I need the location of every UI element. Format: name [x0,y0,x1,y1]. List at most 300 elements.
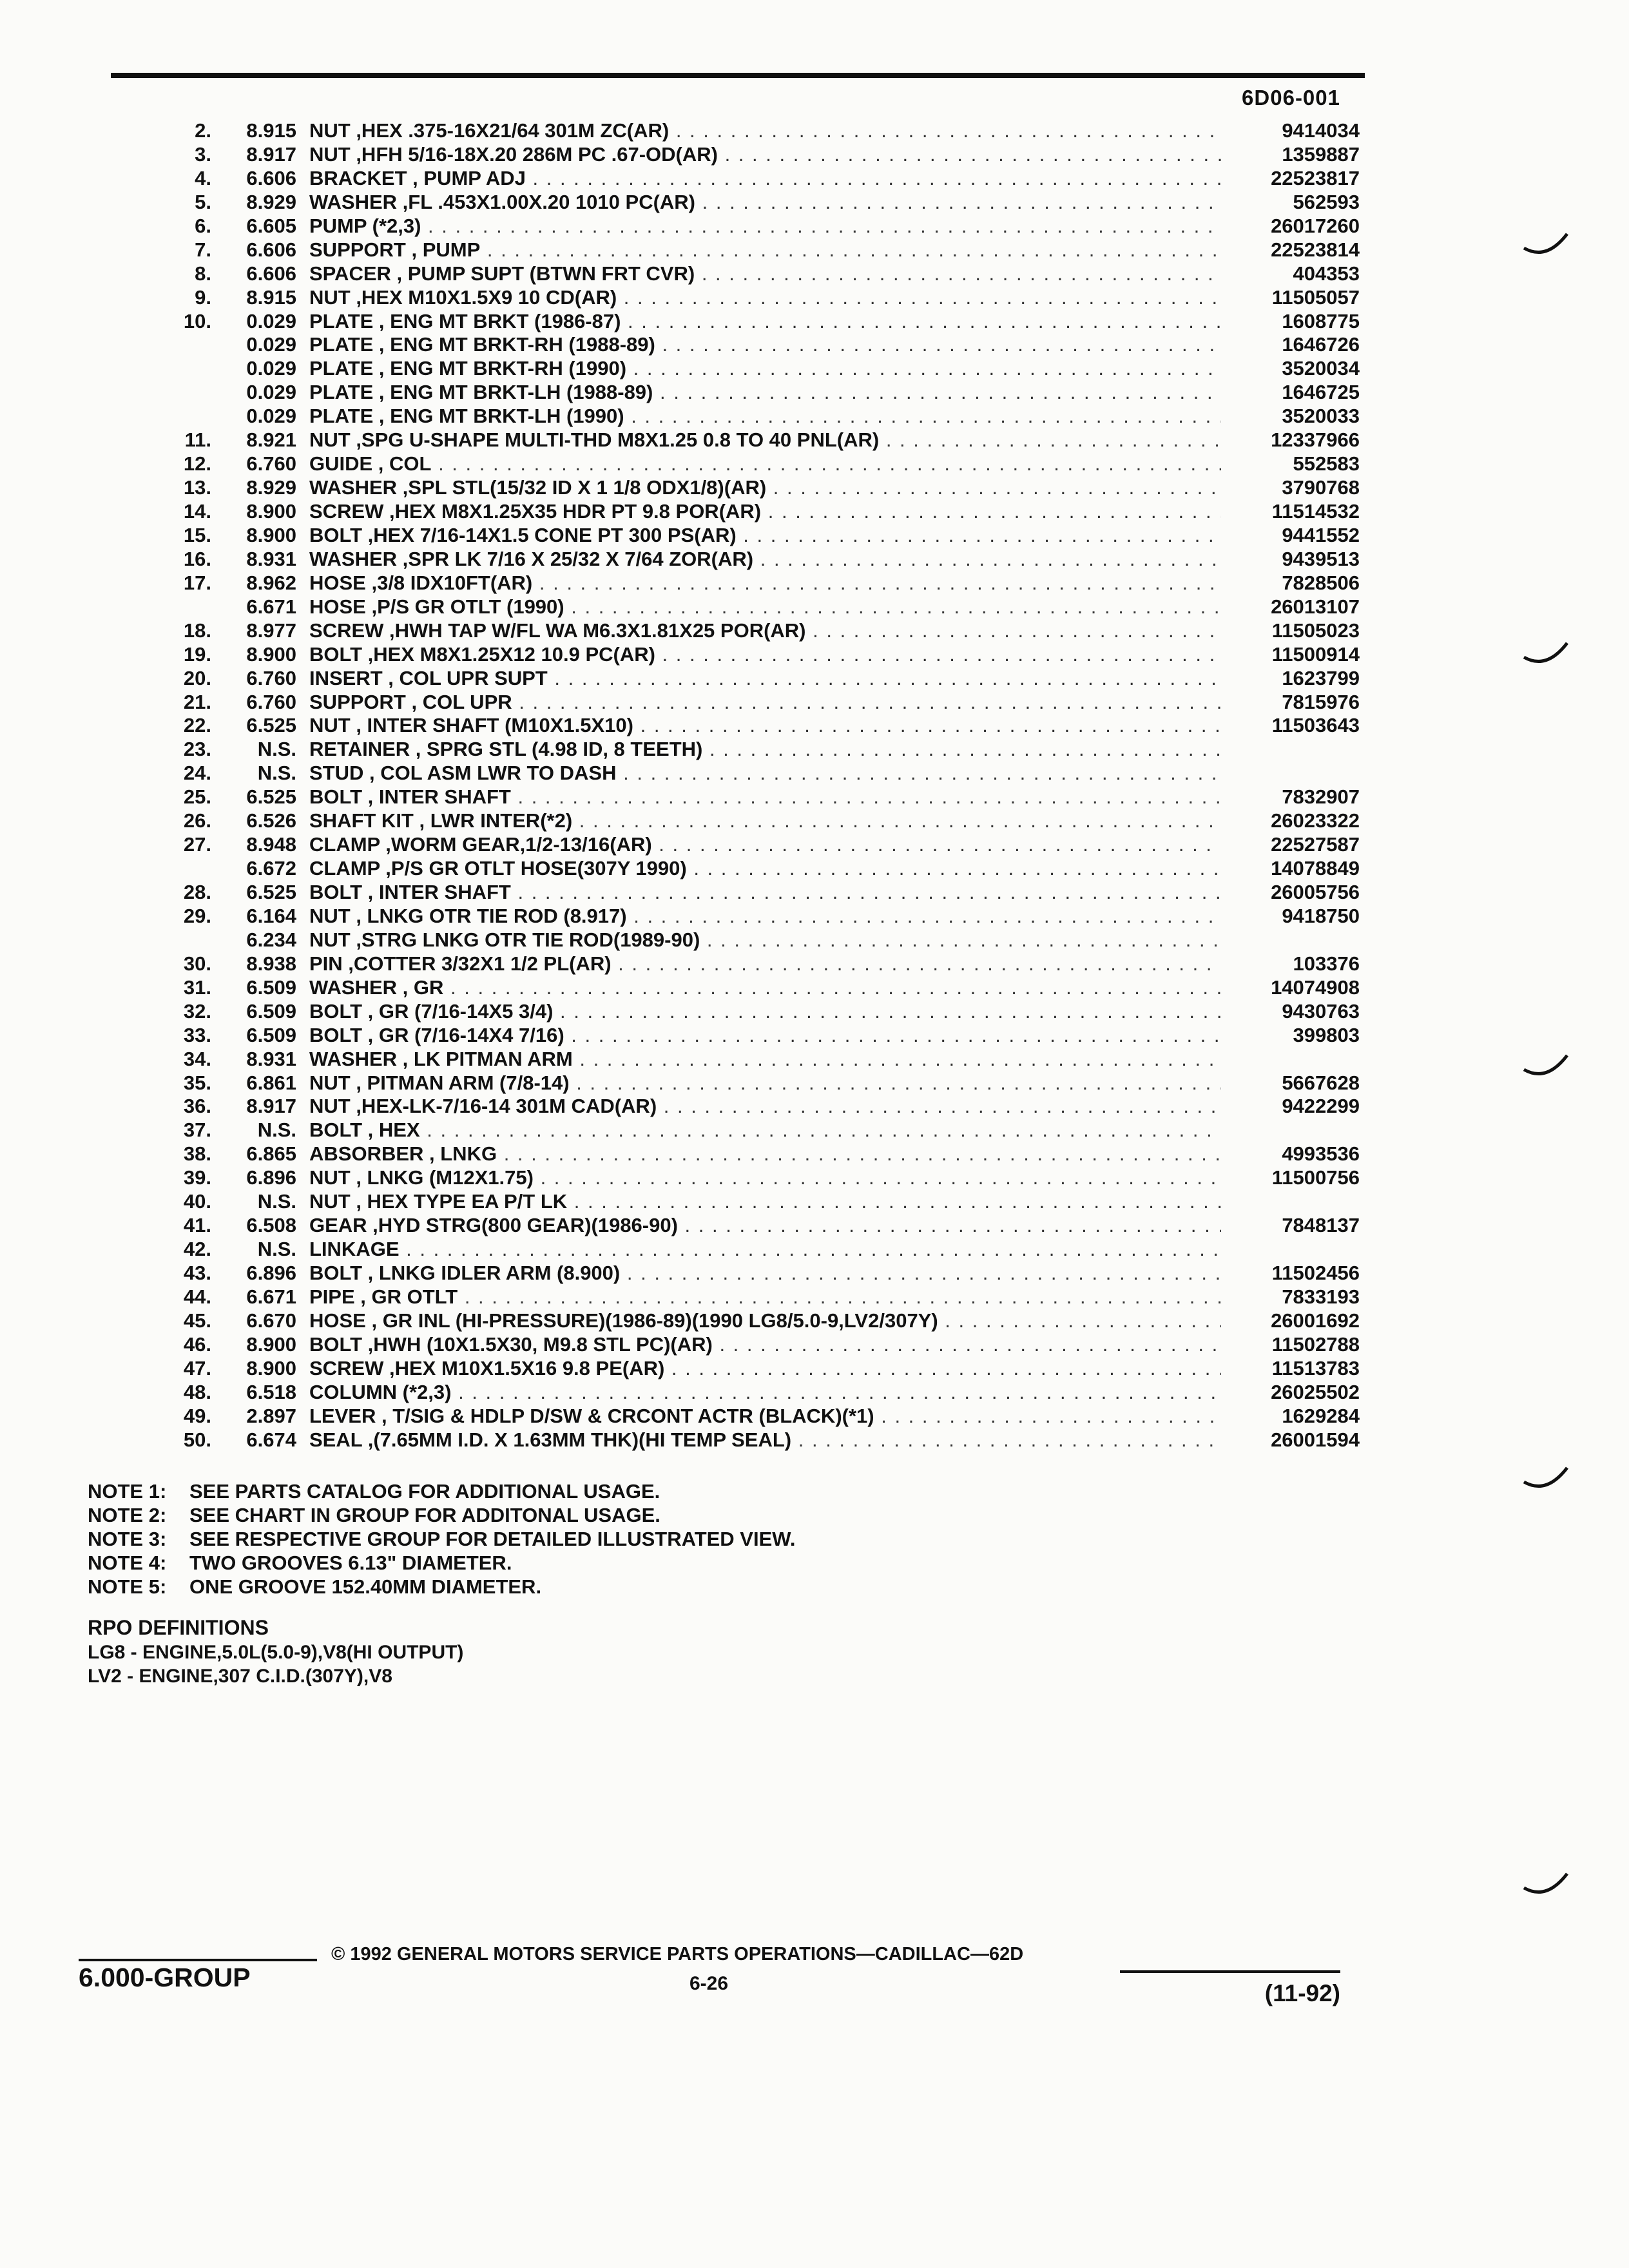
part-row [90,857,1360,881]
footer-rule-left [79,1959,317,1961]
part-number: 22523814 [1271,238,1360,261]
part-number: 9441552 [1282,523,1360,546]
part-number: 26001594 [1271,1428,1360,1451]
part-ref: 21. [183,690,211,713]
part-ref: 45. [183,1309,211,1332]
part-description: HOSE ,3/8 IDX10FT(AR) . . . [309,572,1221,595]
group-number: 6.865 [246,1142,296,1166]
group-number: 6.606 [246,166,296,189]
part-row [90,1142,1360,1166]
part-row [90,1000,1360,1024]
group-number: 8.931 [246,1047,296,1070]
group-number: 8.917 [246,1095,296,1118]
note-text: TWO GROOVES 6.13" DIAMETER. [189,1552,512,1574]
part-number: 3520033 [1282,405,1360,428]
group-number: 6.526 [246,809,296,832]
rpo-title: RPO DEFINITIONS [88,1616,269,1639]
part-description: WASHER , GR . . . [309,976,1221,1000]
note-label: NOTE 1: [88,1480,167,1503]
part-row [90,1333,1360,1357]
part-row [90,667,1360,691]
part-description: NUT , LNKG (M12X1.75) . . . [309,1166,1221,1190]
part-number: 1623799 [1282,666,1360,689]
group-number: 0.029 [246,333,296,356]
part-ref: 23. [183,738,211,761]
part-ref: 12. [183,452,211,476]
group-number: 6.164 [246,904,296,927]
part-row [90,1095,1360,1119]
part-description: BOLT , GR (7/16-14X5 3/4) . . . [309,1000,1221,1024]
part-description: PUMP (*2,3) . . . [309,215,1221,238]
group-number: 6.896 [246,1166,296,1189]
group-number: 8.931 [246,547,296,570]
part-number: 14078849 [1271,857,1360,880]
part-ref: 16. [183,547,211,570]
group-number: 8.915 [246,119,296,142]
note [88,1575,795,1599]
part-row [90,215,1360,238]
part-ref: 25. [183,785,211,809]
part-description: HOSE , GR INL (HI-PRESSURE)(1986-89)(1990 LG8/5.0-9,LV2/307Y) . . . [309,1309,1221,1333]
part-row [90,428,1360,452]
part-number: 9414034 [1282,119,1360,142]
part-ref: 49. [183,1404,211,1427]
part-row [90,1262,1360,1285]
part-number: 14074908 [1271,975,1360,999]
part-ref: 35. [183,1071,211,1094]
part-description: GEAR ,HYD STRG(800 GEAR)(1986-90) . . . [309,1214,1221,1238]
part-ref: 29. [183,904,211,927]
part-row [90,1072,1360,1095]
group-number: 6.606 [246,262,296,285]
footer-copyright: © 1992 GENERAL MOTORS SERVICE PARTS OPERATIONS—CADILLAC—62D [331,1944,1024,1965]
group-number: 8.900 [246,523,296,546]
part-description: BOLT , GR (7/16-14X4 7/16) . . . [309,1024,1221,1048]
part-number: 7828506 [1282,571,1360,594]
part-row [90,1381,1360,1405]
note-label: NOTE 5: [88,1575,167,1598]
part-row [90,1166,1360,1190]
part-number: 26001692 [1271,1309,1360,1332]
part-description: ABSORBER , LNKG . . . [309,1142,1221,1166]
part-ref: 48. [183,1380,211,1403]
footer-date: (11-92) [1264,1980,1340,2006]
punch-mark [1521,1869,1572,1901]
part-ref: 40. [183,1190,211,1213]
group-number: 6.518 [246,1380,296,1403]
part-row [90,452,1360,476]
group-number: N.S. [257,1190,296,1213]
part-number: 11514532 [1271,500,1360,523]
group-number: 6.234 [246,928,296,951]
part-row [90,167,1360,191]
parts-list [90,119,1360,1452]
part-row [90,1024,1360,1048]
part-description: BOLT ,HWH (10X1.5X30, M9.8 STL PC)(AR) . . . [309,1333,1221,1357]
part-row [90,643,1360,667]
part-description: PLATE , ENG MT BRKT-RH (1988-89) . . . [309,333,1221,357]
page-number: 6-26 [689,1973,729,1994]
part-description: NUT , LNKG OTR TIE ROD (8.917) . . . [309,905,1221,928]
part-ref: 22. [183,714,211,737]
top-rule [111,73,1365,78]
part-row [90,1214,1360,1238]
part-ref: 47. [183,1356,211,1379]
part-ref: 37. [183,1119,211,1142]
part-ref: 14. [183,500,211,523]
part-number: 562593 [1293,190,1360,213]
part-description: NUT ,HFH 5/16-18X.20 286M PC .67-OD(AR) . . . [309,143,1221,167]
group-number: 6.760 [246,452,296,476]
group-number: N.S. [257,1119,296,1142]
part-row [90,928,1360,952]
part-ref: 13. [183,476,211,499]
part-number: 11503643 [1271,714,1360,737]
part-row [90,738,1360,762]
group-number: 6.606 [246,238,296,261]
part-number: 1359887 [1282,142,1360,166]
group-number: 8.900 [246,642,296,666]
part-description: PLATE , ENG MT BRKT-LH (1990) . . . [309,405,1221,428]
part-number: 5667628 [1282,1071,1360,1094]
part-ref: 26. [183,809,211,832]
part-row [90,262,1360,286]
group-number: 6.861 [246,1071,296,1094]
part-description: COLUMN (*2,3) . . . [309,1381,1221,1405]
part-number: 1646726 [1282,333,1360,356]
group-number: 8.977 [246,619,296,642]
note-text: ONE GROOVE 152.40MM DIAMETER. [189,1575,542,1598]
part-number: 3520034 [1282,357,1360,380]
part-ref: 5. [195,190,211,213]
part-row [90,286,1360,310]
part-row [90,333,1360,357]
group-number: 8.929 [246,190,296,213]
part-number: 26013107 [1271,595,1360,618]
group-number: 6.671 [246,1285,296,1308]
part-description: INSERT , COL UPR SUPT . . . [309,667,1221,691]
rpo-section [88,1615,463,1688]
part-number: 3790768 [1282,476,1360,499]
part-ref: 34. [183,1047,211,1070]
part-ref: 15. [183,523,211,546]
part-number: 11502456 [1271,1262,1360,1284]
group-number: 6.509 [246,975,296,999]
note [88,1503,795,1527]
group-number: 0.029 [246,357,296,380]
note-label: NOTE 2: [88,1504,167,1526]
group-number: 6.509 [246,1023,296,1046]
part-number: 26005756 [1271,881,1360,903]
part-number: 1646725 [1282,381,1360,404]
part-ref: 31. [183,975,211,999]
part-row [90,976,1360,1000]
part-number: 1629284 [1282,1404,1360,1427]
part-row [90,1405,1360,1428]
part-row [90,619,1360,643]
part-number: 9439513 [1282,547,1360,570]
part-description: SUPPORT , COL UPR . . . [309,691,1221,715]
note [88,1527,795,1551]
part-description: SHAFT KIT , LWR INTER(*2) . . . [309,809,1221,833]
group-number: 8.929 [246,476,296,499]
part-description: NUT , PITMAN ARM (7/8-14) . . . [309,1072,1221,1095]
group-number: 8.917 [246,142,296,166]
part-row [90,119,1360,143]
part-ref: 9. [195,285,211,309]
group-number: 0.029 [246,405,296,428]
part-row [90,905,1360,928]
part-description: NUT , HEX TYPE EA P/T LK . . . [309,1190,1221,1214]
part-description: NUT , INTER SHAFT (M10X1.5X10) . . . [309,714,1221,738]
part-number: 11502788 [1271,1332,1360,1356]
part-number: 7815976 [1282,690,1360,713]
part-number: 22527587 [1271,833,1360,856]
part-description: BOLT ,HEX M8X1.25X12 10.9 PC(AR) . . . [309,643,1221,667]
rpo-item: LG8 - ENGINE,5.0L(5.0-9),V8(HI OUTPUT) [88,1642,464,1663]
part-description: BOLT , INTER SHAFT . . . [309,881,1221,905]
group-number: N.S. [257,1238,296,1261]
part-ref: 20. [183,666,211,689]
group-number: 0.029 [246,381,296,404]
part-ref: 42. [183,1238,211,1261]
part-row [90,952,1360,976]
note-text: SEE CHART IN GROUP FOR ADDITONAL USAGE. [189,1504,660,1526]
part-ref: 36. [183,1095,211,1118]
part-description: PLATE , ENG MT BRKT-LH (1988-89) . . . [309,381,1221,405]
group-number: 6.672 [246,857,296,880]
part-number: 12337966 [1271,428,1360,452]
group-number: 6.525 [246,785,296,809]
group-number: 8.962 [246,571,296,594]
part-ref: 24. [183,762,211,785]
part-description: SCREW ,HEX M8X1.25X35 HDR PT 9.8 POR(AR) . . . [309,500,1221,524]
part-number: 11500756 [1271,1166,1360,1189]
group-number: 6.670 [246,1309,296,1332]
part-ref: 39. [183,1166,211,1189]
part-row [90,1119,1360,1142]
part-description: CLAMP ,P/S GR OTLT HOSE(307Y 1990) . . . [309,857,1221,881]
part-description: BRACKET , PUMP ADJ . . . [309,167,1221,191]
part-row [90,1190,1360,1214]
part-description: BOLT , HEX . . . [309,1119,1221,1142]
part-row [90,405,1360,428]
part-ref: 30. [183,952,211,975]
part-ref: 11. [184,428,211,452]
part-row [90,881,1360,905]
part-description: SEAL ,(7.65MM I.D. X 1.63MM THK)(HI TEMP SEAL) . . . [309,1428,1221,1452]
part-number: 11513783 [1271,1356,1360,1379]
part-description: BOLT , LNKG IDLER ARM (8.900) . . . [309,1262,1221,1285]
part-description: CLAMP ,WORM GEAR,1/2-13/16(AR) . . . [309,833,1221,857]
part-number: 9430763 [1282,999,1360,1023]
part-row [90,1428,1360,1452]
part-row [90,572,1360,595]
part-ref: 41. [183,1214,211,1237]
part-ref: 27. [183,833,211,856]
part-number: 26017260 [1271,214,1360,237]
part-number: 1608775 [1282,309,1360,332]
part-row [90,1357,1360,1381]
punch-mark [1521,638,1572,670]
group-number: 6.674 [246,1428,296,1451]
part-row [90,762,1360,785]
part-number: 22523817 [1271,166,1360,189]
part-number: 552583 [1293,452,1360,476]
part-description: WASHER ,FL .453X1.00X.20 1010 PC(AR) . . . [309,191,1221,215]
part-row [90,500,1360,524]
punch-mark [1521,1463,1572,1495]
part-number: 9422299 [1282,1095,1360,1118]
part-row [90,191,1360,215]
group-number: 6.671 [246,595,296,618]
part-description: STUD , COL ASM LWR TO DASH . . . [309,762,1221,785]
part-ref: 46. [183,1332,211,1356]
part-row [90,785,1360,809]
group-number: 6.509 [246,999,296,1023]
part-number: 404353 [1293,262,1360,285]
part-ref: 6. [195,214,211,237]
group-number: 6.760 [246,666,296,689]
part-row [90,691,1360,715]
punch-mark [1521,229,1572,261]
note-text: SEE PARTS CATALOG FOR ADDITIONAL USAGE. [189,1480,660,1503]
group-number: 6.605 [246,214,296,237]
part-number: 11500914 [1271,642,1360,666]
part-ref: 3. [195,142,211,166]
part-row [90,1309,1360,1333]
part-ref: 38. [183,1142,211,1166]
part-row [90,357,1360,381]
note [88,1479,795,1503]
part-row [90,1238,1360,1262]
part-description: WASHER ,SPL STL(15/32 ID X 1 1/8 ODX1/8)(AR) . . . [309,476,1221,500]
part-ref: 33. [183,1023,211,1046]
group-number: 8.948 [246,833,296,856]
part-row [90,238,1360,262]
group-number: 2.897 [246,1404,296,1427]
part-number: 7833193 [1282,1285,1360,1308]
part-number: 26025502 [1271,1380,1360,1403]
part-number: 4993536 [1282,1142,1360,1166]
group-number: 0.029 [246,309,296,332]
note [88,1551,795,1575]
group-number: 6.525 [246,714,296,737]
part-description: NUT ,HEX-LK-7/16-14 301M CAD(AR) . . . [309,1095,1221,1119]
page-id: 6D06-001 [1242,86,1340,110]
part-description: PLATE , ENG MT BRKT-RH (1990) . . . [309,357,1221,381]
note-label: NOTE 4: [88,1552,167,1574]
part-row [90,595,1360,619]
part-number: 9418750 [1282,904,1360,927]
part-row [90,833,1360,857]
part-description: HOSE ,P/S GR OTLT (1990) . . . [309,595,1221,619]
part-description: BOLT ,HEX 7/16-14X1.5 CONE PT 300 PS(AR) . . . [309,524,1221,548]
part-description: SCREW ,HEX M10X1.5X16 9.8 PE(AR) . . . [309,1357,1221,1381]
part-number: 103376 [1293,952,1360,975]
part-description: LINKAGE . . . [309,1238,1221,1262]
group-number: 8.938 [246,952,296,975]
group-number: 6.896 [246,1262,296,1284]
part-ref: 8. [195,262,211,285]
part-ref: 17. [183,571,211,594]
group-number: 8.900 [246,500,296,523]
part-number: 7848137 [1282,1214,1360,1237]
part-ref: 32. [183,999,211,1023]
part-description: NUT ,HEX .375-16X21/64 301M ZC(AR) . . . [309,119,1221,143]
part-row [90,1285,1360,1309]
footer-group: 6.000-GROUP [79,1963,251,1992]
group-number: N.S. [257,738,296,761]
part-description: PIN ,COTTER 3/32X1 1/2 PL(AR) . . . [309,952,1221,976]
part-row [90,381,1360,405]
part-ref: 4. [195,166,211,189]
part-row [90,310,1360,334]
part-description: BOLT , INTER SHAFT . . . [309,785,1221,809]
part-ref: 10. [183,309,211,332]
part-row [90,143,1360,167]
part-description: SPACER , PUMP SUPT (BTWN FRT CVR) . . . [309,262,1221,286]
part-ref: 43. [183,1262,211,1284]
part-description: NUT ,HEX M10X1.5X9 10 CD(AR) . . . [309,286,1221,310]
part-number: 7832907 [1282,785,1360,809]
part-number: 11505023 [1271,619,1360,642]
part-description: SCREW ,HWH TAP W/FL WA M6.3X1.81X25 POR(AR) . . . [309,619,1221,643]
part-ref: 28. [183,881,211,903]
group-number: 6.508 [246,1214,296,1237]
part-number: 26023322 [1271,809,1360,832]
punch-mark [1521,1050,1572,1082]
part-row [90,476,1360,500]
group-number: 6.760 [246,690,296,713]
group-number: 8.921 [246,428,296,452]
part-description: LEVER , T/SIG & HDLP D/SW & CRCONT ACTR (BLACK)(*1) . . . [309,1405,1221,1428]
part-ref: 19. [183,642,211,666]
part-description: RETAINER , SPRG STL (4.98 ID, 8 TEETH) . . . [309,738,1221,762]
part-description: WASHER , LK PITMAN ARM . . . [309,1048,1221,1072]
rpo-item: LV2 - ENGINE,307 C.I.D.(307Y),V8 [88,1666,392,1687]
group-number: N.S. [257,762,296,785]
part-description: PLATE , ENG MT BRKT (1986-87) . . . [309,310,1221,334]
part-row [90,548,1360,572]
part-description: NUT ,SPG U-SHAPE MULTI-THD M8X1.25 0.8 TO 40 PNL(AR) . . . [309,428,1221,452]
group-number: 8.900 [246,1356,296,1379]
part-description: GUIDE , COL . . . [309,452,1221,476]
group-number: 8.900 [246,1332,296,1356]
part-description: NUT ,STRG LNKG OTR TIE ROD(1989-90) . . . [309,928,1221,952]
part-description: PIPE , GR OTLT . . . [309,1285,1221,1309]
part-number: 11505057 [1271,285,1360,309]
part-ref: 50. [183,1428,211,1451]
part-ref: 7. [195,238,211,261]
group-number: 8.915 [246,285,296,309]
part-description: SUPPORT , PUMP . . . [309,238,1221,262]
part-number: 399803 [1293,1023,1360,1046]
part-ref: 18. [183,619,211,642]
footer-rule-right [1120,1970,1340,1973]
part-row [90,714,1360,738]
part-ref: 44. [183,1285,211,1308]
part-description: WASHER ,SPR LK 7/16 X 25/32 X 7/64 ZOR(AR) . . . [309,548,1221,572]
part-ref: 2. [195,119,211,142]
part-row [90,524,1360,548]
note-text: SEE RESPECTIVE GROUP FOR DETAILED ILLUSTRATED VIEW. [189,1528,796,1550]
notes-section [88,1479,795,1599]
note-label: NOTE 3: [88,1528,167,1550]
part-row [90,809,1360,833]
part-row [90,1048,1360,1072]
group-number: 6.525 [246,881,296,903]
